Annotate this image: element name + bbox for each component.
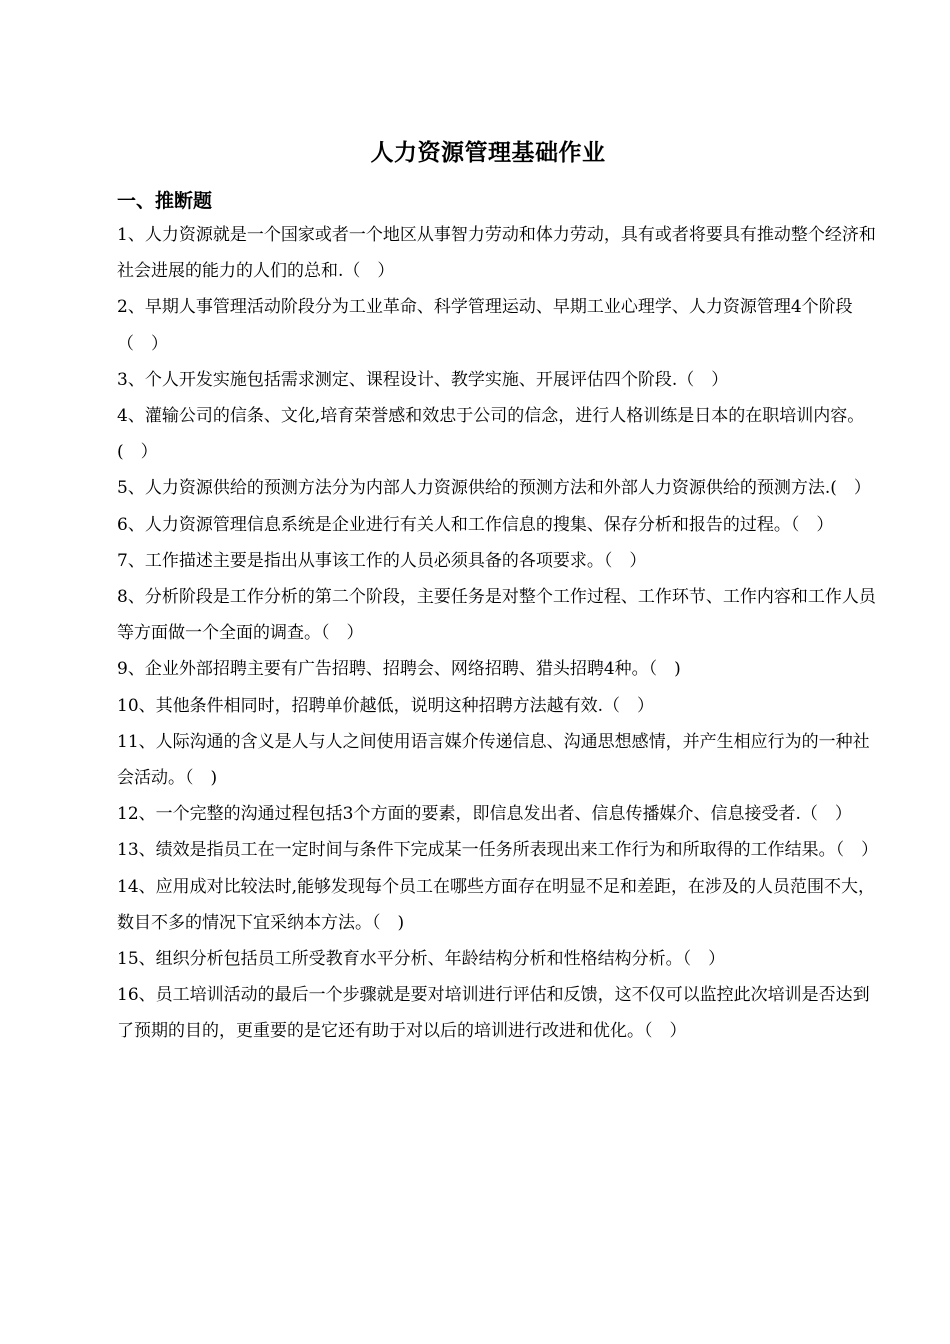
question-item: 15、组织分析包括员工所受教育水平分析、年龄结构分析和性格结构分析。（ ）: [117, 949, 726, 970]
question-item: 2、早期人事管理活动阶段分为工业革命、科学管理运动、早期工业心理学、人力资源管理4个阶段（ ）: [117, 297, 853, 354]
question-item: 13、绩效是指员工在一定时间与条件下完成某一任务所表现出来工作行为和所取得的工作结果。（ ）: [117, 840, 879, 861]
question-item: 4、灌输公司的信条、文化,培育荣誉感和效忠于公司的信念，进行人格训练是日本的在职培训内容。( ）: [117, 406, 865, 463]
document-title: 人力资源管理基础作业: [370, 139, 606, 166]
section-heading: 一、推断题: [117, 190, 213, 212]
question-item: 12、一个完整的沟通过程包括3个方面的要素，即信息发出者、信息传播媒介、信息接受者.（ ）: [117, 804, 852, 825]
question-item: 1、人力资源就是一个国家或者一个地区从事智力劳动和体力劳动，具有或者将要具有推动整个经济和社会进展的能力的人们的总和.（ ）: [117, 225, 876, 282]
question-item: 8、分析阶段是工作分析的第二个阶段，主要任务是对整个工作过程、工作环节、工作内容和工作人员等方面做一个全面的调查。（ ）: [117, 587, 876, 644]
question-item: 7、工作描述主要是指出从事该工作的人员必须具备的各项要求。（ ）: [117, 550, 647, 571]
question-item: 16、员工培训活动的最后一个步骤就是要对培训进行评估和反馈，这不仅可以监控此次培训是否达到了预期的目的，更重要的是它还有助于对以后的培训进行改进和优化。（ ）: [117, 985, 870, 1042]
question-item: 14、应用成对比较法时,能够发现每个员工在哪些方面存在明显不足和差距，在涉及的人员范围不大，数目不多的情况下宜采纳本方法。（ ): [117, 876, 876, 933]
question-item: 6、人力资源管理信息系统是企业进行有关人和工作信息的搜集、保存分析和报告的过程。（ ）: [117, 514, 834, 535]
question-item: 3、个人开发实施包括需求测定、课程设计、教学实施、开展评估四个阶段.（ ）: [117, 369, 729, 390]
question-item: 11、人际沟通的含义是人与人之间使用语言媒介传递信息、沟通思想感情，并产生相应行为的一种社会活动。（ ): [117, 731, 870, 789]
question-list: [117, 217, 877, 1050]
question-item: 5、人力资源供给的预测方法分为内部人力资源供给的预测方法和外部人力资源供给的预测方法.( ）: [117, 478, 871, 499]
question-item: 9、企业外部招聘主要有广告招聘、招聘会、网络招聘、猎头招聘4种。（ ): [117, 659, 681, 680]
question-item: 10、其他条件相同时，招聘单价越低，说明这种招聘方法越有效.（ ）: [117, 695, 655, 716]
